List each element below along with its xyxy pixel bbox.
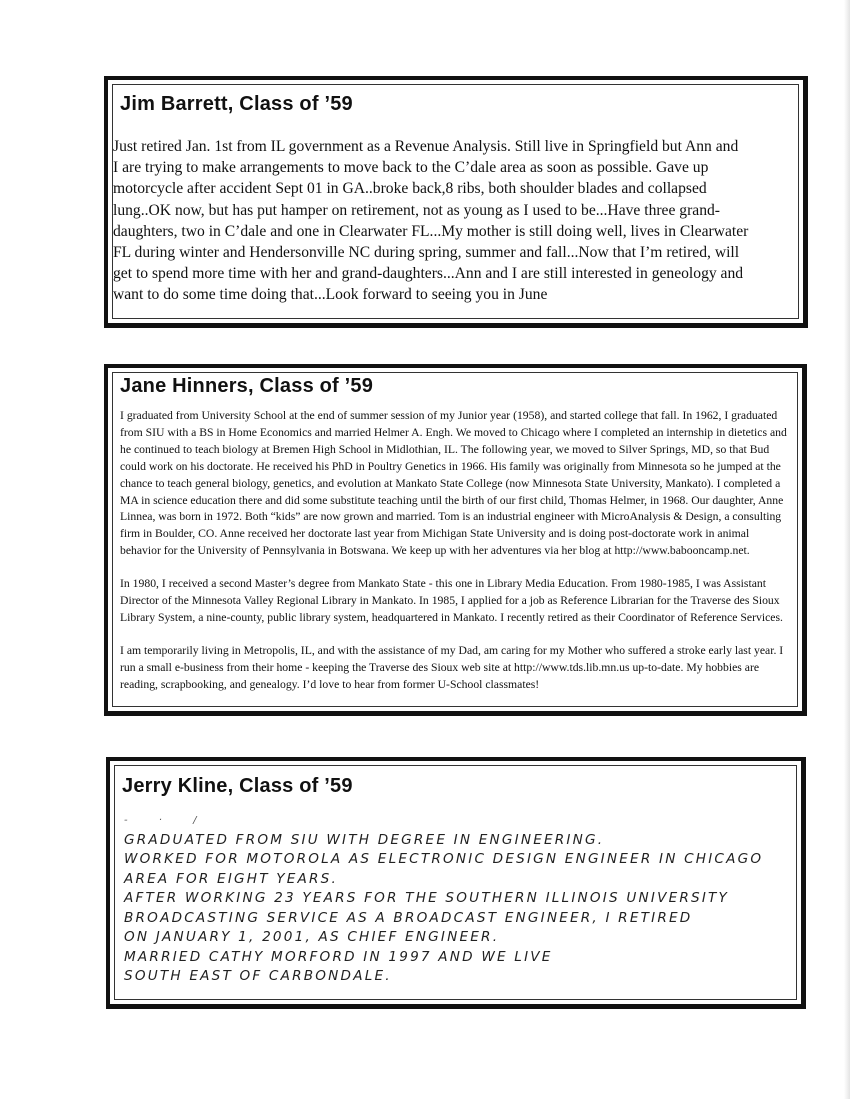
scan-edge-shadow	[844, 0, 850, 1099]
text-line: I are trying to make arrangements to move back to the C’dale area as soon as possible. Gave up	[113, 159, 709, 177]
entry-title: Jerry Kline, Class of ’59	[122, 775, 353, 797]
handwritten-line: MARRIED CATHY MORFORD IN 1997 AND WE LIVE	[124, 948, 553, 965]
handwritten-line: GRADUATED FROM SIU WITH DEGREE IN ENGINEERING.	[124, 831, 605, 848]
handwritten-line: ON JANUARY 1, 2001, AS CHIEF ENGINEER.	[124, 929, 500, 945]
text-line: FL during winter and Hendersonville NC during spring, summer and fall...Now that I’m retired, will	[113, 244, 740, 262]
text-line: get to spend more time with her and grand-daughters...Ann and I are still interested in geneology and	[113, 265, 744, 283]
stray-pen-marks: - · /	[124, 815, 211, 826]
paragraph: I graduated from University School at the end of summer session of my Junior year (1958), and started college that fall. In 1962, I graduated from SIU with a BS in Home Economics and married Helmer A. Engh. We moved to Chicago where I completed an internship in dietetics and he continued to teach biology at Bremen High School in Midlothian, IL. The following year, we moved to Silver Springs, MD, so that Bud could work on his doctorate. He received his PhD in Poultry Genetics in 1966. His family was originally from Minnesota so he jumped at the chance to teach general biology, genetics, and evolution at Mankato State College (now Minnesota State University, Mankato). I completed a MA in science education there and did some substitute teaching until the birth of our first child, Thomas Helmer, in 1968. Our daughter, Anne Linnea, was born in 1972. Both “kids” are now grown and married. Tom is an industrial engineer with MicroAnalysis & Design, a consulting firm in Boulder, CO. Anne received her doctorate last year from Michigan State University and is doing post-doctorate work in animal behavior for the University of Pennsylvania in Botswana. We keep up with her adventures via her blog at http://www.babooncamp.net.	[120, 409, 787, 558]
handwritten-line: AFTER WORKING 23 YEARS FOR THE SOUTHERN ILLINOIS UNIVERSITY	[124, 890, 730, 906]
entry-box-jerry-kline	[106, 757, 806, 1009]
handwritten-line: AREA FOR EIGHT YEARS.	[124, 870, 339, 887]
entry-title: Jim Barrett, Class of ’59	[120, 93, 353, 115]
text-line: Just retired Jan. 1st from IL government as a Revenue Analysis. Still live in Springfield but Ann and	[113, 138, 739, 155]
handwritten-line: WORKED FOR MOTOROLA AS ELECTRONIC DESIGN ENGINEER IN CHICAGO	[124, 851, 764, 867]
paragraph: I am temporarily living in Metropolis, IL, and with the assistance of my Dad, am caring for my Mother who suffered a stroke early last year. I run a small e-business from their home - keeping the Traverse des Sioux web site at http://www.tds.lib.mn.us up-to-date. My hobbies are reading, scrapbooking, and genealogy. I’d love to hear from former U-School classmates!	[120, 643, 784, 691]
text-line: want to do some time doing that...Look forward to seeing you in June	[113, 286, 548, 304]
entry-box-jim-barrett	[104, 76, 808, 328]
entry-body	[120, 408, 792, 710]
entry-box-jane-hinners	[104, 364, 807, 716]
text-line: lung..OK now, but has put hamper on retirement, not as young as I used to be...Have three grand-	[113, 201, 720, 219]
entry-title: Jane Hinners, Class of ’59	[120, 375, 374, 397]
entry-body	[113, 136, 797, 306]
text-line: daughters, two in C’dale and one in Clearwater FL...My mother is still doing well, lives in Clearwater	[113, 222, 749, 240]
text-line: motorcycle after accident Sept 01 in GA..broke back,8 ribs, both shoulder blades and collapsed	[113, 180, 707, 198]
paragraph: In 1980, I received a second Master’s degree from Mankato State - this one in Library Media Education. From 1980-1985, I was Assistant Director of the Minnesota Valley Regional Library in Mankato. In 1985, I applied for a job as Reference Librarian for the Traverse des Sioux Library System, a nine-county, public library system, headquartered in Mankato. I recently retired as their Coordinator of Reference Services.	[120, 577, 783, 624]
handwritten-line: SOUTH EAST OF CARBONDALE.	[124, 968, 392, 984]
entry-body-handwritten	[124, 811, 795, 987]
handwritten-line: BROADCASTING SERVICE AS A BROADCAST ENGINEER, I RETIRED	[124, 909, 693, 926]
